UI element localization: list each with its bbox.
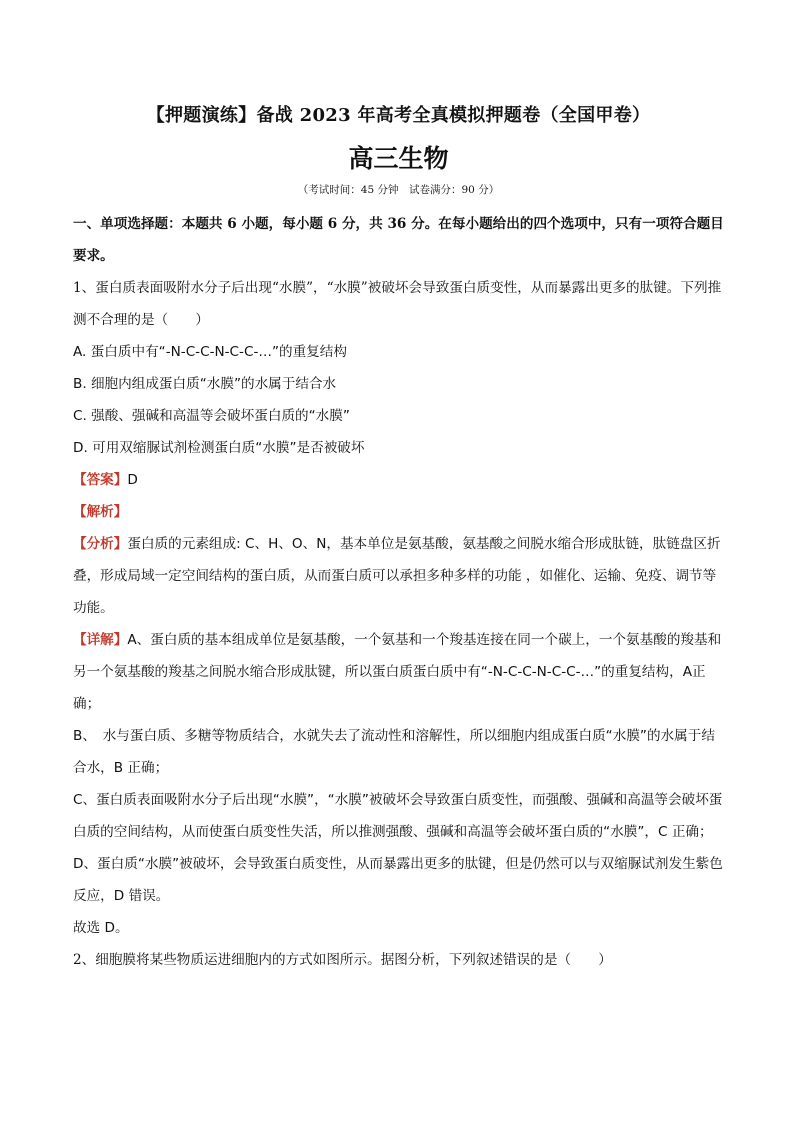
fenxi-text: 蛋白质的元素组成: C、H、O、N，基本单位是氨基酸，氨基酸之间脱水缩合形成肽链，肽链盘区折叠，形成局域一定空间结构的蛋白质，从而蛋白质可以承担多种多样的功能 ，如催化、运输、免疫、调节等功能。 [73,536,721,616]
answer-line [73,464,724,496]
exam-info: （考试时间：45 分钟 试卷满分：90 分） [297,184,500,196]
fenxi-tag: 【分析】 [73,536,128,552]
conclusion: 故选 D。 [73,920,129,936]
question-1-option-d: D. 可用双缩脲试剂检测蛋白质“水膜”是否被破坏 [73,440,365,456]
xiangjie-paragraph-b: B、 水与蛋白质、多糖等物质结合，水就失去了流动性和溶解性，所以细胞内组成蛋白质“水膜”的水属于结合水，B 正确； [73,728,715,776]
section-heading: 一、单项选择题：本题共 6 小题，每小题 6 分，共 36 分。在每小题给出的四个选项中，只有一项符合题目要求。 [73,216,724,264]
analysis-tag: 【解析】 [73,504,128,520]
subject-title: 高三生物 [348,144,449,173]
xiangjie-tag: 【详解】 [73,632,128,648]
question-1-option-a: A. 蛋白质中有“-N-C-C-N-C-C-…”的重复结构 [73,344,347,360]
fenxi-paragraph [73,528,724,624]
question-1-stem: 1、蛋白质表面吸附水分子后出现“水膜”，“水膜”被破坏会导致蛋白质变性，从而暴露出更多的肽键。下列推测不合理的是（ ） [73,280,722,328]
xiangjie-a-text: A、蛋白质的基本组成单位是氨基酸，一个氨基和一个羧基连接在同一个碳上，一个氨基酸的羧基和另一个氨基酸的羧基之间脱水缩合形成肽键，所以蛋白质蛋白质中有“-N-C-C-N-C-C-…”的重复结构，A正确； [73,632,722,712]
question-1-option-b: B. 细胞内组成蛋白质“水膜”的水属于结合水 [73,376,337,392]
xiangjie-paragraph-d: D、蛋白质“水膜”被破坏，会导致蛋白质变性，从而暴露出更多的肽键，但是仍然可以与双缩脲试剂发生紫色反应，D 错误。 [73,856,723,904]
answer-tag: 【答案】 [73,472,128,488]
question-2-stem: 2、细胞膜将某些物质运进细胞内的方式如图所示。据图分析，下列叙述错误的是（ ） [73,952,612,968]
xiangjie-paragraph-c: C、蛋白质表面吸附水分子后出现“水膜”，“水膜”被破坏会导致蛋白质变性，而强酸、强碱和高温等会破坏蛋白质的空间结构，从而使蛋白质变性失活，所以推测强酸、强碱和高温等会破坏蛋白质的“水膜”，C 正确； [73,792,723,840]
document-title: 【押题演练】备战 2023 年高考全真模拟押题卷（全国甲卷） [146,105,651,126]
question-1-option-c: C. 强酸、强碱和高温等会破坏蛋白质的“水膜” [73,408,350,424]
analysis-line [73,496,724,528]
answer-value: D [127,472,138,488]
xiangjie-paragraph-a [73,624,724,720]
